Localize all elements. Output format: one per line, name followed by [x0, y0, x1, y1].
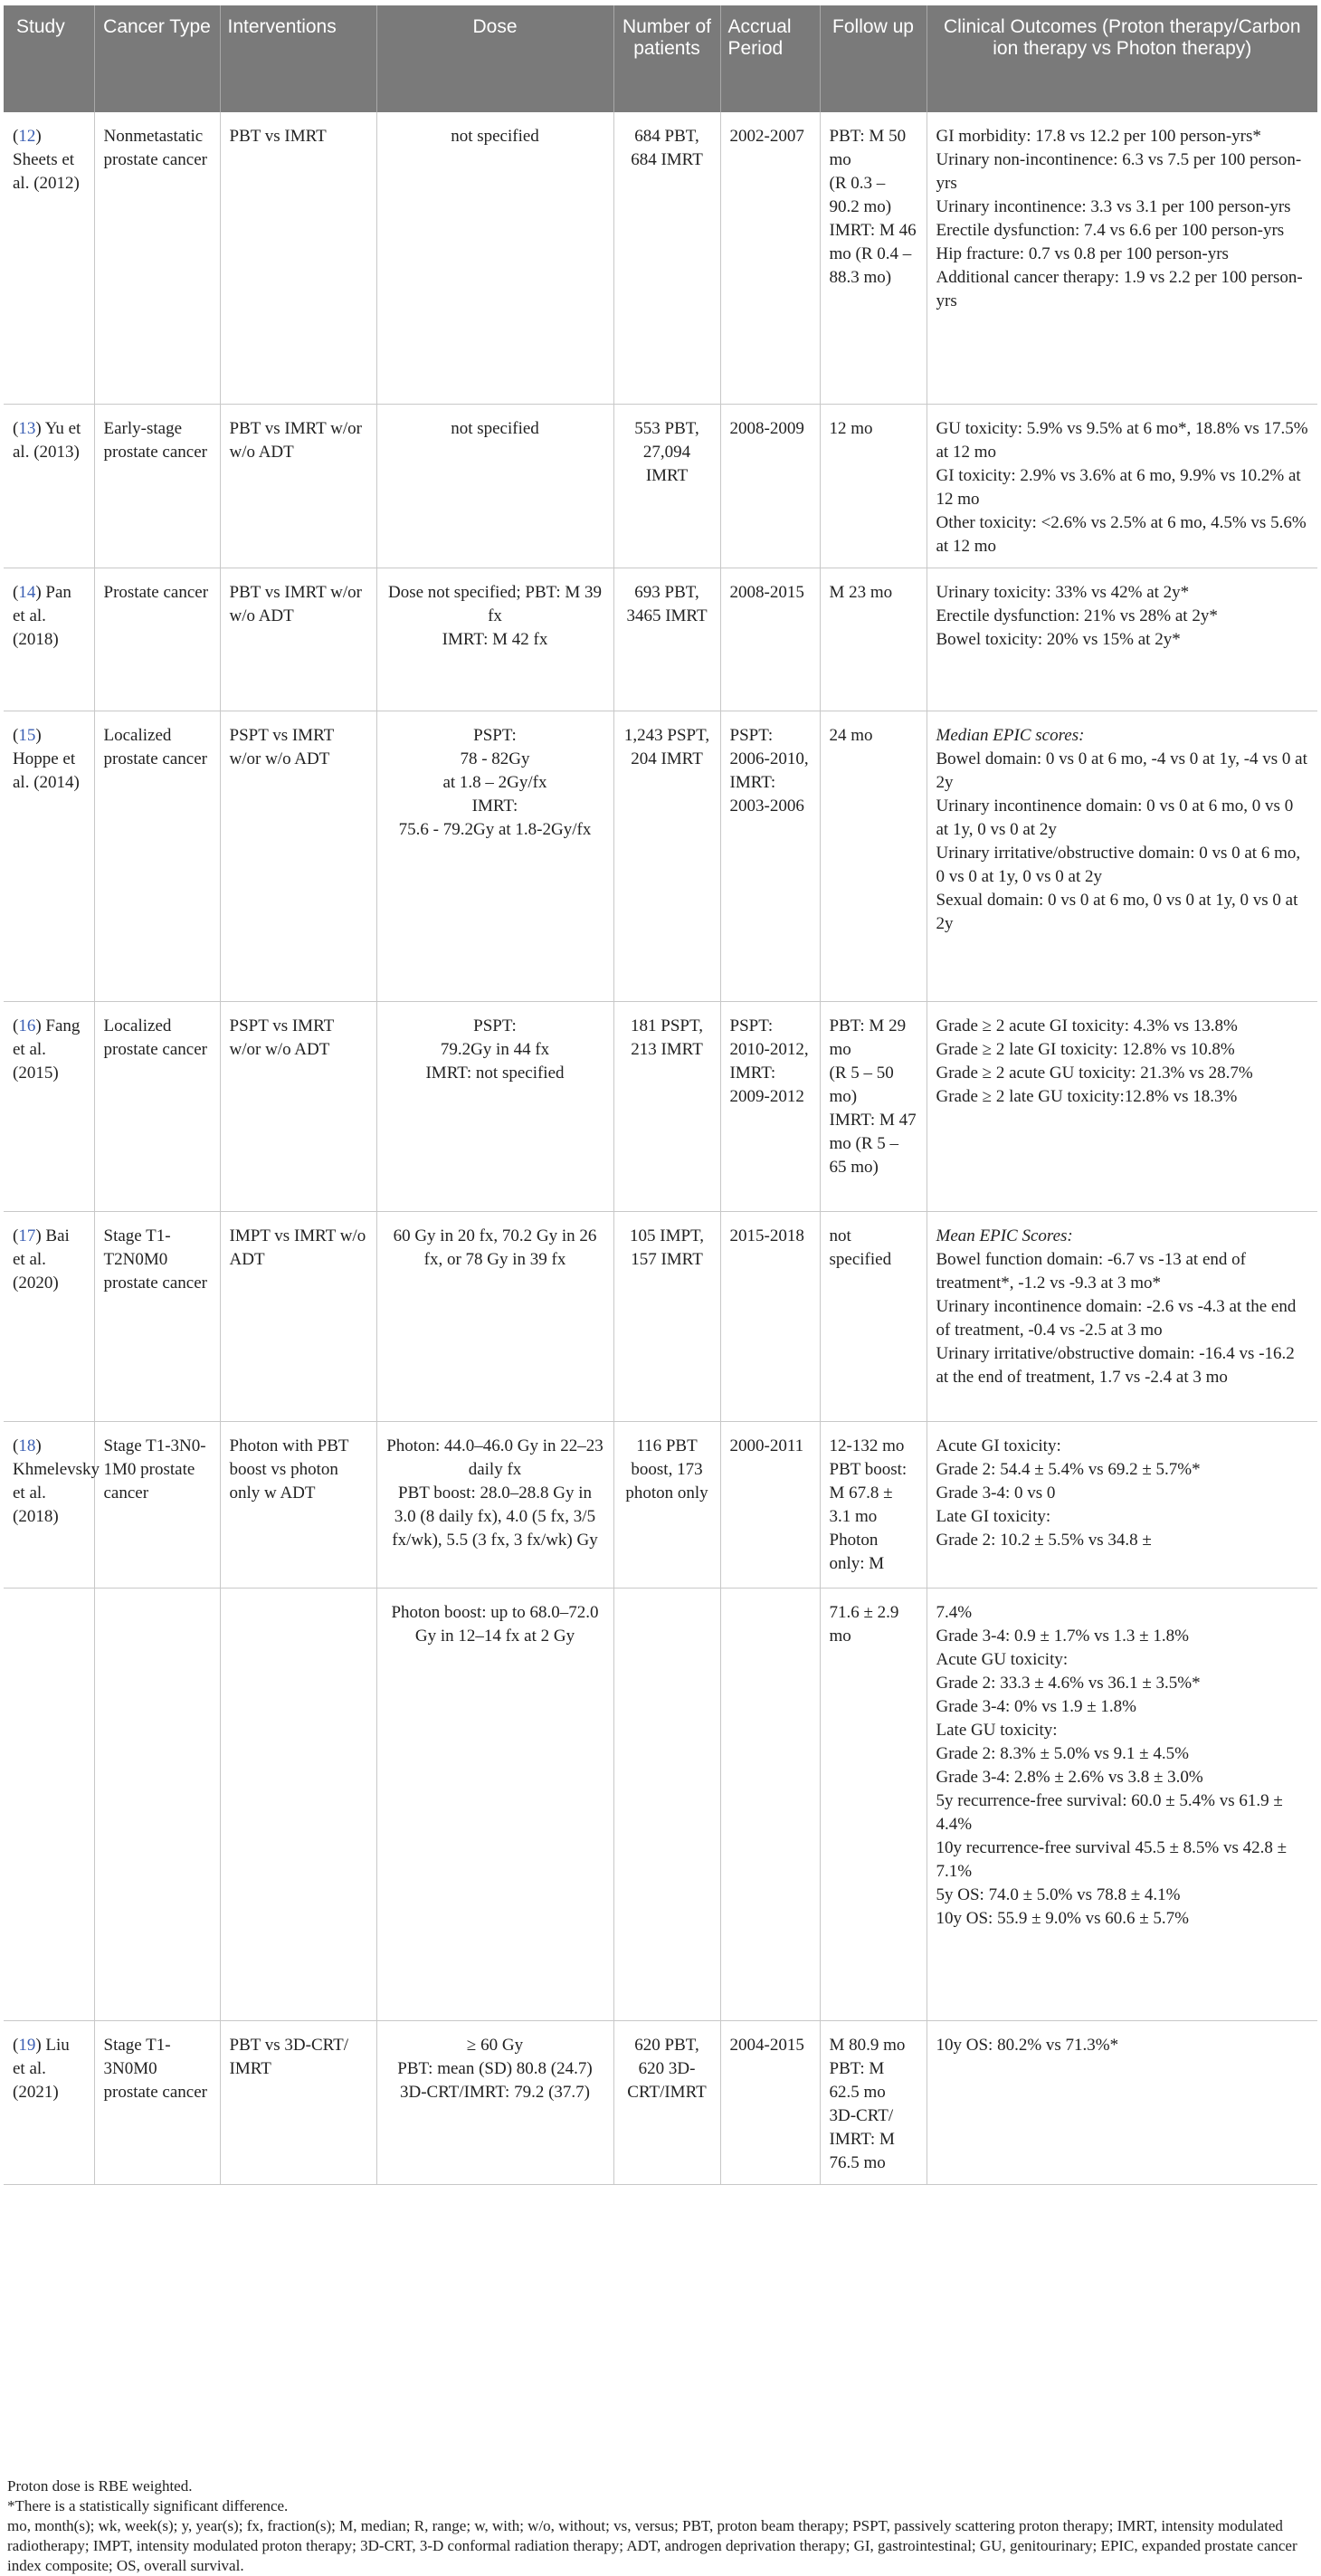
dose-line: Photon boost: up to 68.0–72.0 Gy in 12–14 fx at 2 Gy — [391, 1602, 599, 1646]
followup-cell — [820, 711, 927, 1001]
interventions-text: PBT vs IMRT — [229, 127, 327, 146]
outcome-line: Erectile dysfunction: 7.4 vs 6.6 per 100 person-yrs — [936, 221, 1285, 240]
table-row — [4, 1211, 1317, 1421]
outcome-line: Grade 3-4: 0.9 ± 1.7% vs 1.3 ± 1.8% — [936, 1626, 1189, 1646]
interventions-text: PSPT vs IMRT w/or w/o ADT — [229, 1016, 334, 1059]
dose-cell — [376, 404, 613, 568]
dose-line: PSPT: — [473, 1016, 517, 1035]
patients-text: 105 IMPT, 157 IMRT — [630, 1226, 704, 1269]
outcome-line: Grade ≥ 2 late GU toxicity:12.8% vs 18.3% — [936, 1086, 1238, 1106]
followup-line: PBT: M 62.5 mo — [829, 2058, 886, 2102]
table-row — [4, 711, 1317, 1001]
followup-line: M 23 mo — [829, 582, 893, 602]
cancer-type-cell — [94, 1001, 220, 1211]
followup-line: 12-132 mo — [829, 1436, 905, 1455]
outcome-line: GI morbidity: 17.8 vs 12.2 per 100 person-yrs* — [936, 127, 1261, 146]
reference-link[interactable]: 19 — [18, 2035, 36, 2055]
patients-cell — [613, 1001, 720, 1211]
cancer-type-text: Early-stage prostate cancer — [103, 418, 207, 462]
patients-text: 181 PSPT, 213 IMRT — [631, 1016, 703, 1059]
footnote-rbe: Proton dose is RBE weighted. — [7, 2477, 193, 2495]
study-citation: (16) — [13, 1016, 46, 1035]
outcome-line: 7.4% — [936, 1602, 973, 1622]
outcome-line: 5y recurrence-free survival: 60.0 ± 5.4% vs 61.9 ± 4.4% — [936, 1790, 1283, 1834]
accrual-cell — [720, 1001, 820, 1211]
outcome-line: Urinary irritative/obstructive domain: -16.4 vs -16.2 at the end of treatment, 1.7 vs -2.4 at 3 mo — [936, 1343, 1295, 1387]
cancer-type-cell — [94, 568, 220, 711]
outcome-line: Late GI toxicity: — [936, 1506, 1051, 1526]
study-name: Sheets et al. (2012) — [13, 150, 80, 193]
reference-link[interactable]: 13 — [18, 418, 36, 438]
patients-cell — [613, 1588, 720, 2020]
outcome-line: 10y OS: 80.2% vs 71.3%* — [936, 2035, 1119, 2055]
accrual-text: PSPT: 2010-2012, IMRT: 2009-2012 — [729, 1016, 809, 1106]
followup-line: 71.6 ± 2.9 mo — [829, 1602, 899, 1646]
interventions-cell — [220, 2020, 376, 2184]
outcome-line: Hip fracture: 0.7 vs 0.8 per 100 person-yrs — [936, 244, 1229, 263]
table-row — [4, 1588, 1317, 2020]
followup-line: 12 mo — [829, 418, 873, 438]
table-row — [4, 1001, 1317, 1211]
study-cell — [4, 1211, 94, 1421]
accrual-cell — [720, 1588, 820, 2020]
footnote-significance: *There is a statistically significant difference. — [7, 2497, 289, 2514]
interventions-cell — [220, 1211, 376, 1421]
accrual-text: 2002-2007 — [729, 127, 804, 146]
outcome-line: Grade 3-4: 0 vs 0 — [936, 1483, 1056, 1503]
followup-line: 3D-CRT/ IMRT: M 76.5 mo — [829, 2105, 895, 2172]
dose-line: PSPT: — [473, 725, 517, 745]
cancer-type-text: Stage T1-T2N0M0 prostate cancer — [103, 1226, 207, 1293]
study-name: Liu et al. (2021) — [13, 2035, 70, 2102]
interventions-cell — [220, 1421, 376, 1588]
study-cell — [4, 568, 94, 711]
accrual-cell — [720, 711, 820, 1001]
outcomes-cell — [927, 404, 1317, 568]
study-citation: (13) — [13, 418, 45, 438]
cancer-type-cell — [94, 404, 220, 568]
dose-line: not specified — [451, 127, 539, 146]
patients-cell — [613, 568, 720, 711]
followup-line: PBT boost: M 67.8 ± 3.1 mo — [829, 1459, 908, 1526]
followup-line: IMRT: M 47 mo (R 5 – 65 mo) — [829, 1110, 917, 1177]
outcome-line: GU toxicity: 5.9% vs 9.5% at 6 mo*, 18.8% vs 17.5% at 12 mo — [936, 418, 1308, 462]
followup-line: Photon only: M — [829, 1530, 885, 1573]
header-patients: Number of patients — [613, 5, 720, 112]
followup-cell — [820, 112, 927, 404]
accrual-text: PSPT: 2006-2010, IMRT: 2003-2006 — [729, 725, 809, 816]
cancer-type-cell — [94, 1588, 220, 2020]
reference-link[interactable]: 12 — [18, 127, 36, 146]
cancer-type-text: Localized prostate cancer — [103, 1016, 207, 1059]
dose-line: 60 Gy in 20 fx, 70.2 Gy in 26 fx, or 78 Gy in 39 fx — [393, 1226, 597, 1269]
cancer-type-text: Stage T1-3N0-1M0 prostate cancer — [103, 1436, 206, 1503]
outcome-line: Urinary non-incontinence: 6.3 vs 7.5 per 100 person-yrs — [936, 150, 1302, 193]
outcome-line: Grade ≥ 2 late GI toxicity: 12.8% vs 10.8% — [936, 1039, 1235, 1059]
study-name: Khmelevsky et al. (2018) — [13, 1459, 100, 1526]
dose-cell — [376, 1421, 613, 1588]
dose-cell — [376, 1001, 613, 1211]
outcome-line: Urinary incontinence: 3.3 vs 3.1 per 100 person-yrs — [936, 197, 1291, 216]
dose-line: 79.2Gy in 44 fx — [440, 1039, 550, 1059]
patients-cell — [613, 2020, 720, 2184]
accrual-cell — [720, 112, 820, 404]
dose-line: ≥ 60 Gy — [466, 2035, 524, 2055]
patients-cell — [613, 711, 720, 1001]
study-name: Pan et al. (2018) — [13, 582, 71, 649]
dose-line: at 1.8 – 2Gy/fx — [442, 772, 547, 792]
study-cell — [4, 112, 94, 404]
accrual-cell — [720, 2020, 820, 2184]
outcome-line: Other toxicity: <2.6% vs 2.5% at 6 mo, 4.5% vs 5.6% at 12 mo — [936, 512, 1307, 556]
patients-text: 684 PBT, 684 IMRT — [631, 127, 703, 169]
outcome-line: Bowel toxicity: 20% vs 15% at 2y* — [936, 629, 1181, 649]
interventions-cell — [220, 568, 376, 711]
outcome-line: Urinary toxicity: 33% vs 42% at 2y* — [936, 582, 1190, 602]
outcome-line: 10y OS: 55.9 ± 9.0% vs 60.6 ± 5.7% — [936, 1908, 1189, 1928]
reference-link[interactable]: 15 — [18, 725, 36, 745]
followup-line: IMRT: M 46 mo (R 0.4 – 88.3 mo) — [829, 221, 917, 287]
dose-line: PBT boost: 28.0–28.8 Gy in 3.0 (8 daily fx), 4.0 (5 fx, 3/5 fx/wk), 5.5 (3 fx, 3 fx/wk) Gy — [392, 1483, 598, 1550]
dose-line: Dose not specified; PBT: M 39 fx — [387, 582, 602, 625]
interventions-text: IMPT vs IMRT w/o ADT — [229, 1226, 366, 1269]
outcomes-cell — [927, 1421, 1317, 1588]
outcome-line: 10y recurrence-free survival 45.5 ± 8.5% vs 42.8 ± 7.1% — [936, 1837, 1288, 1881]
study-citation: (18) — [13, 1436, 42, 1455]
outcome-line: Urinary incontinence domain: 0 vs 0 at 6 mo, 0 vs 0 at 1y, 0 vs 0 at 2y — [936, 796, 1294, 839]
dose-cell — [376, 2020, 613, 2184]
followup-cell — [820, 1211, 927, 1421]
study-citation: (17) — [13, 1226, 46, 1245]
followup-line: not specified — [829, 1226, 892, 1269]
study-cell — [4, 2020, 94, 2184]
cancer-type-cell — [94, 1211, 220, 1421]
header-study: Study — [4, 5, 94, 112]
interventions-text: PBT vs IMRT w/or w/o ADT — [229, 582, 362, 625]
table-row — [4, 112, 1317, 404]
patients-cell — [613, 404, 720, 568]
reference-link[interactable]: 16 — [18, 1016, 36, 1035]
outcome-line: Erectile dysfunction: 21% vs 28% at 2y* — [936, 606, 1218, 625]
outcomes-cell — [927, 711, 1317, 1001]
accrual-cell — [720, 1211, 820, 1421]
followup-cell — [820, 1421, 927, 1588]
accrual-text: 2004-2015 — [729, 2035, 804, 2055]
dose-line: not specified — [451, 418, 539, 438]
patients-text: 116 PBT boost, 173 photon only — [625, 1436, 708, 1503]
outcome-line: Additional cancer therapy: 1.9 vs 2.2 per 100 person-yrs — [936, 268, 1303, 310]
dose-line: Photon: 44.0–46.0 Gy in 22–23 daily fx — [386, 1436, 603, 1479]
outcome-line: 5y OS: 74.0 ± 5.0% vs 78.8 ± 4.1% — [936, 1884, 1181, 1904]
followup-line: M 80.9 mo — [829, 2035, 906, 2055]
outcomes-cell — [927, 1001, 1317, 1211]
dose-cell — [376, 112, 613, 404]
cancer-type-text: Prostate cancer — [103, 582, 209, 602]
header-row — [4, 5, 1317, 112]
table-body — [4, 112, 1317, 2184]
study-name: Fang et al. (2015) — [13, 1016, 81, 1083]
dose-line: 3D-CRT/IMRT: 79.2 (37.7) — [400, 2082, 590, 2102]
followup-line: PBT: M 50 mo — [829, 127, 907, 169]
accrual-text: 2008-2015 — [729, 582, 804, 602]
cancer-type-text: Stage T1-3N0M0 prostate cancer — [103, 2035, 207, 2102]
patients-text: 553 PBT, 27,094 IMRT — [634, 418, 699, 485]
table-row — [4, 404, 1317, 568]
outcomes-cell — [927, 2020, 1317, 2184]
cancer-type-cell — [94, 1421, 220, 1588]
study-cell — [4, 1001, 94, 1211]
study-cell — [4, 1588, 94, 2020]
followup-cell — [820, 1588, 927, 2020]
followup-line: PBT: M 29 mo — [829, 1016, 907, 1059]
interventions-cell — [220, 404, 376, 568]
followup-line: (R 0.3 – 90.2 mo) — [829, 174, 892, 216]
table-row — [4, 2020, 1317, 2184]
header-dose: Dose — [376, 5, 613, 112]
outcome-line: Grade 2: 10.2 ± 5.5% vs 34.8 ± — [936, 1530, 1152, 1550]
accrual-text: 2000-2011 — [729, 1436, 804, 1455]
reference-link[interactable]: 14 — [18, 582, 36, 602]
interventions-text: PBT vs 3D-CRT/ IMRT — [229, 2035, 349, 2078]
footnote-abbreviations: mo, month(s); wk, week(s); y, year(s); fx, fraction(s); M, median; R, range; w, with; w/o, without; vs, versus; PBT, proton beam therapy; PSPT, passively scattering proton therapy; IMRT, intensity modulated radiotherapy; IMPT, intensity modulated proton therapy; 3D-CRT, 3-D conformal radiation therapy; ADT, androgen deprivation therapy; GI, gastrointestinal; GU, genitourinary; EPIC, expanded prostate cancer index composite; OS, overall survival. — [7, 2517, 1297, 2574]
cancer-type-text: Nonmetastatic prostate cancer — [103, 127, 207, 169]
patients-cell — [613, 1211, 720, 1421]
followup-cell — [820, 568, 927, 711]
interventions-cell — [220, 1588, 376, 2020]
cancer-type-cell — [94, 2020, 220, 2184]
patients-cell — [613, 112, 720, 404]
accrual-cell — [720, 568, 820, 711]
outcome-line: Bowel domain: 0 vs 0 at 6 mo, -4 vs 0 at 1y, -4 vs 0 at 2y — [936, 749, 1307, 792]
accrual-text: 2008-2009 — [729, 418, 804, 438]
study-citation: (12) — [13, 127, 42, 146]
cancer-type-text: Localized prostate cancer — [103, 725, 207, 768]
header-followup: Follow up — [820, 5, 927, 112]
interventions-text: Photon with PBT boost vs photon only w ADT — [229, 1436, 349, 1503]
followup-line: (R 5 – 50 mo) — [829, 1063, 894, 1106]
table-row — [4, 1421, 1317, 1588]
interventions-cell — [220, 112, 376, 404]
study-citation: (15) — [13, 725, 42, 745]
dose-line: PBT: mean (SD) 80.8 (24.7) — [397, 2058, 593, 2078]
outcome-line: Grade 2: 8.3% ± 5.0% vs 9.1 ± 4.5% — [936, 1743, 1189, 1763]
dose-cell — [376, 1211, 613, 1421]
outcomes-heading: Median EPIC scores: — [936, 725, 1085, 745]
dose-cell — [376, 568, 613, 711]
outcome-line: Acute GI toxicity: — [936, 1436, 1061, 1455]
study-name: Yu et al. (2013) — [13, 418, 81, 462]
study-cell — [4, 1421, 100, 1588]
table-row — [4, 568, 1317, 711]
header-interventions: Interventions — [220, 5, 376, 112]
patients-text: 693 PBT, 3465 IMRT — [626, 582, 708, 625]
header-outcomes: Clinical Outcomes (Proton therapy/Carbon ion therapy vs Photon therapy) — [927, 5, 1317, 112]
followup-cell — [820, 1001, 927, 1211]
patients-text: 620 PBT, 620 3D-CRT/IMRT — [627, 2035, 707, 2102]
outcome-line: Urinary irritative/obstructive domain: 0 vs 0 at 6 mo, 0 vs 0 at 1y, 0 vs 0 at 2y — [936, 843, 1301, 886]
interventions-text: PSPT vs IMRT w/or w/o ADT — [229, 725, 334, 768]
clinical-outcomes-table — [4, 5, 1317, 2185]
accrual-cell — [720, 1421, 820, 1588]
dose-line: 78 - 82Gy — [460, 749, 530, 768]
patients-text: 1,243 PSPT, 204 IMRT — [623, 725, 710, 768]
study-citation: (14) — [13, 582, 46, 602]
reference-link[interactable]: 17 — [18, 1226, 36, 1245]
outcomes-cell — [927, 112, 1317, 404]
outcome-line: Grade 2: 54.4 ± 5.4% vs 69.2 ± 5.7%* — [936, 1459, 1201, 1479]
outcome-line: Grade 3-4: 0% vs 1.9 ± 1.8% — [936, 1696, 1136, 1716]
study-name: Hoppe et al. (2014) — [13, 749, 80, 792]
outcome-line: Sexual domain: 0 vs 0 at 6 mo, 0 vs 0 at 1y, 0 vs 0 at 2y — [936, 890, 1298, 933]
outcome-line: Acute GU toxicity: — [936, 1649, 1069, 1669]
outcomes-cell — [927, 568, 1317, 711]
followup-cell — [820, 404, 927, 568]
outcome-line: Grade ≥ 2 acute GU toxicity: 21.3% vs 28.7% — [936, 1063, 1253, 1083]
outcome-line: Bowel function domain: -6.7 vs -13 at end of treatment*, -1.2 vs -9.3 at 3 mo* — [936, 1249, 1246, 1293]
dose-line: IMRT: M 42 fx — [442, 629, 548, 649]
outcome-line: Urinary incontinence domain: -2.6 vs -4.3 at the end of treatment, -0.4 vs -2.5 at 3 mo — [936, 1296, 1297, 1340]
patients-cell — [613, 1421, 720, 1588]
interventions-cell — [220, 711, 376, 1001]
dose-line: IMRT: — [471, 796, 518, 816]
header-accrual: Accrual Period — [720, 5, 820, 112]
outcomes-cell — [927, 1588, 1317, 2020]
outcomes-cell — [927, 1211, 1317, 1421]
dose-line: 75.6 - 79.2Gy at 1.8-2Gy/fx — [398, 819, 592, 839]
interventions-cell — [220, 1001, 376, 1211]
cancer-type-cell — [94, 112, 220, 404]
outcome-line: Late GU toxicity: — [936, 1720, 1058, 1740]
outcome-line: GI toxicity: 2.9% vs 3.6% at 6 mo, 9.9% vs 10.2% at 12 mo — [936, 465, 1301, 509]
followup-cell — [820, 2020, 927, 2184]
outcome-line: Grade ≥ 2 acute GI toxicity: 4.3% vs 13.8% — [936, 1016, 1238, 1035]
study-name: Bai et al. (2020) — [13, 1226, 70, 1293]
header-cancer-type: Cancer Type — [94, 5, 220, 112]
dose-cell — [376, 1588, 613, 2020]
outcomes-heading: Mean EPIC Scores: — [936, 1226, 1073, 1245]
interventions-text: PBT vs IMRT w/or w/o ADT — [229, 418, 362, 462]
study-cell — [4, 404, 94, 568]
accrual-text: 2015-2018 — [729, 1226, 804, 1245]
accrual-cell — [720, 404, 820, 568]
cancer-type-cell — [94, 711, 220, 1001]
reference-link[interactable]: 18 — [18, 1436, 36, 1455]
table-footnotes — [7, 2476, 1314, 2576]
dose-cell — [376, 711, 613, 1001]
outcome-line: Grade 2: 33.3 ± 4.6% vs 36.1 ± 3.5%* — [936, 1673, 1201, 1693]
followup-line: 24 mo — [829, 725, 873, 745]
dose-line: IMRT: not specified — [425, 1063, 565, 1083]
study-citation: (19) — [13, 2035, 46, 2055]
outcome-line: Grade 3-4: 2.8% ± 2.6% vs 3.8 ± 3.0% — [936, 1767, 1203, 1787]
study-cell — [4, 711, 94, 1001]
